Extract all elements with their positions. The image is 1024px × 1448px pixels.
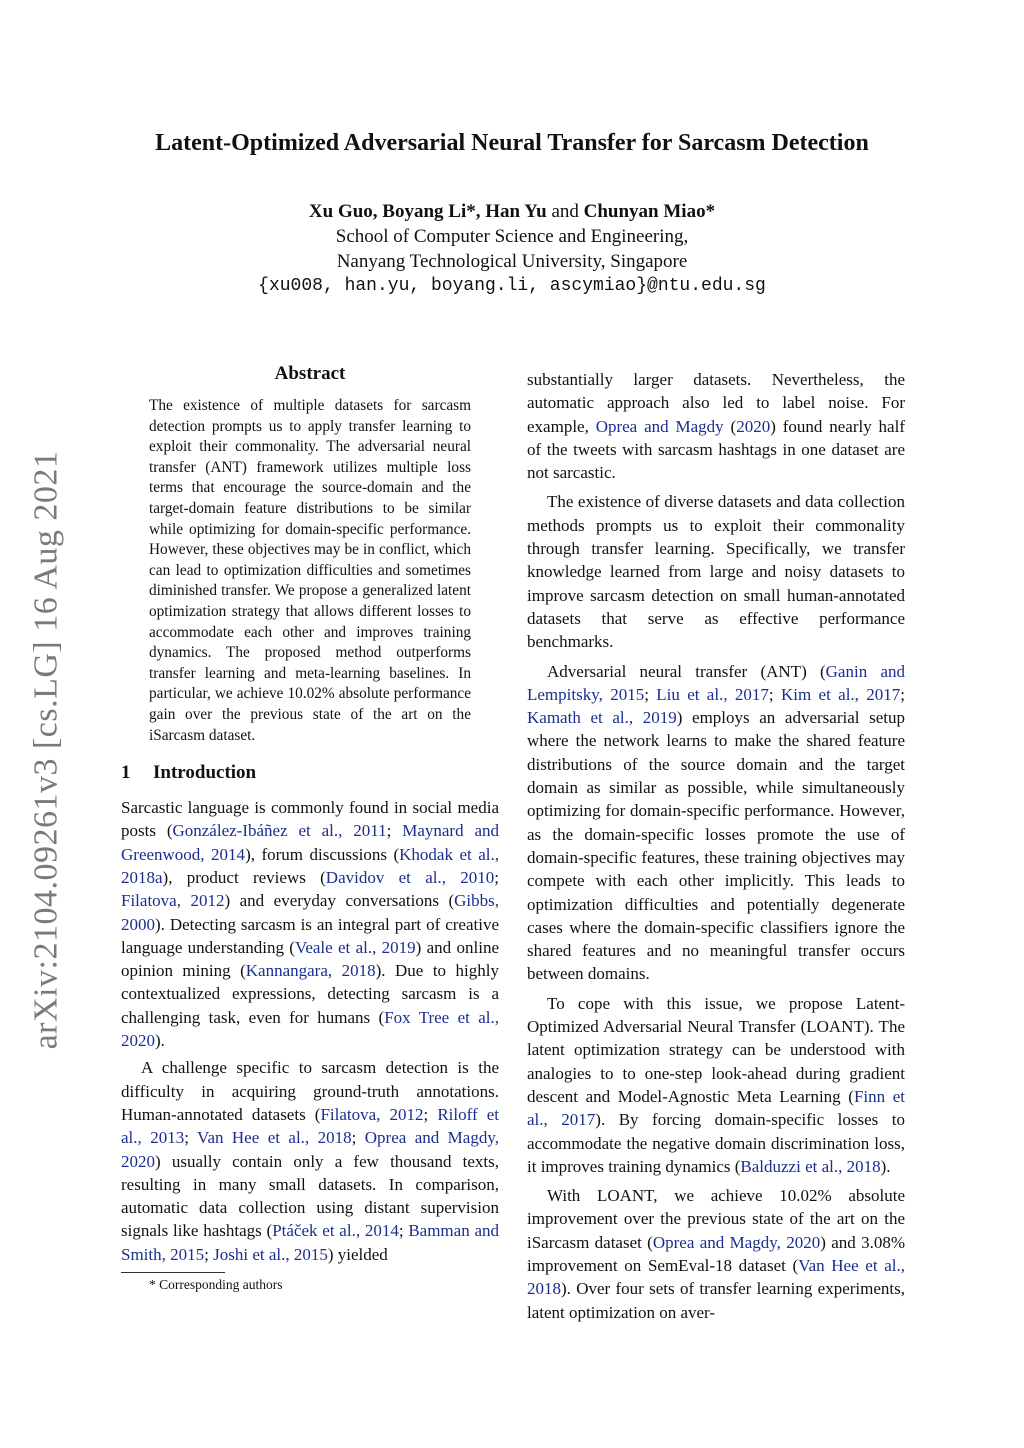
citation-link[interactable]: Van Hee et al., 2018 xyxy=(197,1128,352,1148)
right-paragraph-2: The existence of diverse datasets and data collection methods prompts us to exploit their commonality through transfer learning. Specifically, we transfer knowledge learned from large and noisy datasets to improve sarcasm detection on small human-annotated datasets that serve as effective performance benchmarks. xyxy=(527,492,905,652)
intro-paragraph-1: Sarcastic language is commonly found in social media posts (González-Ibáñez et al., 2011; Maynard and Greenwood, 2014), forum discussions (Khodak et al., 2018a), product reviews (Davidov et al., 2010; Filatova, 2012) and everyday conversations (Gibbs, 2000). Detecting sarcasm is an integral part of creative language understanding (Veale et al., 2019) and online opinion mining (Kannangara, 2018). Due to highly contextualized expressions, detecting sarcasm is a challenging task, even for humans (Fox Tree et al., 2020). xyxy=(121,798,499,1051)
section-heading-introduction xyxy=(121,762,499,784)
author-group-2: Chunyan Miao* xyxy=(583,201,716,222)
author-and: and xyxy=(551,201,579,222)
right-paragraph-4: To cope with this issue, we propose Latent-Optimized Adversarial Neural Transfer (LOANT). The latent optimization strategy can be understood with analogies to to one-step look-ahead during gradient descent and Model-Agnostic Meta Learning (Finn et al., 2017). By forcing domain-specific losses to accommodate the negative domain discrimination loss, it improves training dynamics (Balduzzi et al., 2018). xyxy=(527,993,905,1176)
affiliation-line-2: Nanyang Technological University, Singapore xyxy=(336,251,688,272)
citation-link[interactable]: Joshi et al., 2015 xyxy=(213,1244,328,1264)
citation-link[interactable]: Oprea and Magdy, 2020 xyxy=(121,1128,499,1171)
citation-link[interactable]: Ptáček et al., 2014 xyxy=(272,1221,399,1241)
citation-link[interactable]: Gibbs, 2000 xyxy=(121,891,499,934)
author-group-1: Xu Guo, Boyang Li*, Han Yu xyxy=(308,201,547,222)
right-paragraph-5: With LOANT, we achieve 10.02% absolute improvement over the previous state of the art on the iSarcasm dataset (Oprea and Magdy, 2020) and 3.08% improvement on SemEval-18 dataset (Van Hee et al., 2018). Over four sets of transfer learning experiments, latent optimization on aver- xyxy=(527,1186,906,1322)
abstract-text: The existence of multiple datasets for sarcasm detection prompts us to apply transfer learning to exploit their commonality. The adversarial neural transfer (ANT) framework utilizes multiple loss terms that encourage the source-domain and the target-domain feature distributions to be similar while optimizing for domain-specific performance. However, these objectives may be in conflict, which can lead to optimization difficulties and sometimes diminished transfer. We propose a generalized latent optimization strategy that allows different losses to accommodate each other and improves training dynamics. The proposed method outperforms transfer learning and meta-learning baselines. In particular, we achieve 10.02% absolute performance gain over the previous state of the art on the iSarcasm dataset. xyxy=(149,397,471,744)
citation-link[interactable]: Liu et al., 2017 xyxy=(656,684,769,704)
citation-link[interactable]: Van Hee et al., 2018 xyxy=(527,1255,906,1299)
arxiv-stamp-text: arXiv:2104.09261v3 [cs.LG] 16 Aug 2021 xyxy=(27,450,65,1050)
citation-link[interactable]: Oprea and Magdy xyxy=(595,416,724,436)
citation-link[interactable]: Filatova, 2012 xyxy=(320,1104,424,1124)
citation-link[interactable]: Kamath et al., 2019 xyxy=(527,708,677,728)
section-number: 1 xyxy=(121,762,131,784)
right-column xyxy=(527,368,905,1324)
author-names xyxy=(0,199,1024,224)
citation-link[interactable]: Riloff et al., 2013 xyxy=(121,1104,500,1148)
intro-paragraph-2: A challenge specific to sarcasm detection is the difficulty in acquiring ground-truth annotations. Human-annotated datasets (Filatova, 2012; Riloff et al., 2013; Van Hee et al., 2018; Oprea and Magdy, 2020) usually contain only a few thousand texts, resulting in many small datasets. In comparison, automatic data collection using distant supervision signals like hashtags (Ptáček et al., 2014; Bamman and Smith, 2015; Joshi et al., 2015) yielded xyxy=(121,1058,500,1264)
right-paragraph-3: Adversarial neural transfer (ANT) (Ganin and Lempitsky, 2015; Liu et al., 2017; Kim et al., 2017; Kamath et al., 2019) employs an adversarial setup where the network learns to make the shared feature distributions of the source domain and the target domain as similar as possible, while simultaneously optimizing for domain-specific performance. However, as the domain-specific losses promote the use of domain-specific features, these training objectives may compete with each other implicitly. This leads to optimization difficulties and potentially degenerate cases where the domain-specific classifiers ignore the shared features and no meaningful transfer occurs between domains. xyxy=(527,661,906,984)
citation-link[interactable]: Finn et al., 2017 xyxy=(527,1086,905,1130)
section-title: Introduction xyxy=(153,762,257,784)
right-paragraph-1: substantially larger datasets. Nevertheless, the automatic approach also led to label noise. For example, Oprea and Magdy (2020) found nearly half of the tweets with sarcasm hashtags in one dataset are not sarcastic. xyxy=(527,370,905,483)
paper-title: Latent-Optimized Adversarial Neural Transfer for Sarcasm Detection xyxy=(155,130,869,156)
citation-link[interactable]: Fox Tree et al., 2020 xyxy=(121,1007,499,1051)
citation-link[interactable]: Oprea and Magdy, 2020 xyxy=(652,1232,821,1252)
footnote-rule xyxy=(121,1272,225,1273)
citation-link[interactable]: Balduzzi et al., 2018 xyxy=(740,1156,881,1176)
abstract-heading: Abstract xyxy=(274,363,346,384)
arxiv-stamp xyxy=(18,450,74,1050)
citation-link[interactable]: Ganin and Lempitsky, 2015 xyxy=(527,661,906,704)
left-column xyxy=(121,363,499,1293)
citation-link[interactable]: Maynard and Greenwood, 2014 xyxy=(121,821,499,864)
footnote: * Corresponding authors xyxy=(149,1277,283,1293)
citation-link[interactable]: Veale et al., 2019 xyxy=(294,937,416,957)
citation-link[interactable]: Kannangara, 2018 xyxy=(245,961,376,981)
author-emails: {xu008, han.yu, boyang.li, ascymiao}@ntu.edu.sg xyxy=(258,276,766,296)
citation-link[interactable]: 2020 xyxy=(736,416,771,436)
citation-link[interactable]: Khodak et al., 2018a xyxy=(121,844,499,887)
affiliation-line-1: School of Computer Science and Engineering, xyxy=(335,226,689,247)
citation-link[interactable]: Davidov et al., 2010 xyxy=(325,867,495,887)
citation-link[interactable]: Filatova, 2012 xyxy=(121,891,225,911)
citation-link[interactable]: Kim et al., 2017 xyxy=(780,684,901,704)
author-block xyxy=(0,199,1024,299)
citation-link[interactable]: González-Ibáñez et al., 2011 xyxy=(172,821,387,841)
citation-link[interactable]: Bamman and Smith, 2015 xyxy=(121,1221,499,1264)
